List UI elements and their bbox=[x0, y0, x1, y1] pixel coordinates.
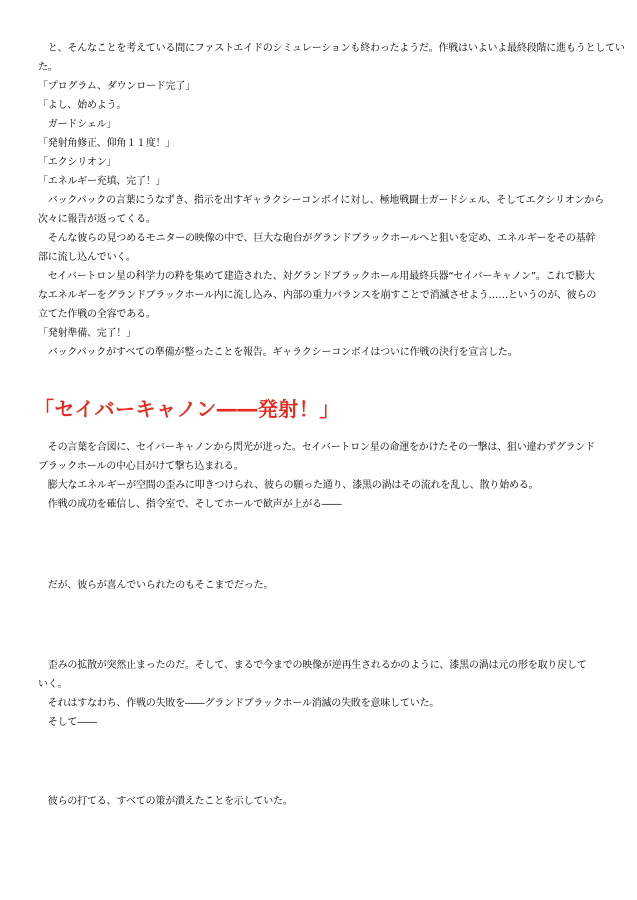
paragraph-line: それはすなわち、作戦の失敗を――グランドブラックホール消滅の失敗を意味していた。 bbox=[38, 698, 440, 709]
paragraph-line: その言葉を合図に、セイバーキャノンから閃光が迸った。セイバートロン星の命運をかけたその一撃は、狙い違わずグランド bbox=[38, 442, 595, 453]
headline-dialogue: 「セイバーキャノン――発射！」 bbox=[34, 397, 340, 421]
paragraph-line: た。 bbox=[38, 62, 58, 73]
dialogue-line: 「よし、始めよう。 bbox=[38, 100, 127, 111]
dialogue-line: ガードシェル」 bbox=[38, 119, 117, 130]
paragraph-line: いく。 bbox=[38, 679, 68, 690]
paragraph-line: 作戦の成功を確信し、指令室で、そしてホールで歓声が上がる―― bbox=[38, 499, 342, 510]
paragraph-line: バックパックの言葉にうなずき、指示を出すギャラクシーコンボイに対し、極地戦闘士ガードシェル、そしてエクシリオンから bbox=[38, 195, 604, 206]
dialogue-line: 「発射角修正、仰角１１度！」 bbox=[38, 138, 176, 149]
paragraph-line: 膨大なエネルギーが空間の歪みに叩きつけられ、彼らの願った通り、漆黒の渦はその流れを乱し、散り始める。 bbox=[38, 480, 539, 491]
paragraph-line: ブラックホールの中心目がけて撃ち込まれる。 bbox=[38, 461, 244, 472]
paragraph-line: と、そんなことを考えている間にファストエイドのシミュレーションも終わったようだ。作戦はいよいよ最終段階に進もうとしてい bbox=[38, 43, 625, 54]
paragraph-line: なエネルギーをグランドブラックホール内に流し込み、内部の重力バランスを崩すことで消滅させよう……というのが、彼らの bbox=[38, 290, 597, 301]
dialogue-line: 「プログラム、ダウンロード完了」 bbox=[38, 81, 195, 92]
dialogue-line: 「発射準備、完了！」 bbox=[38, 328, 136, 339]
paragraph-line: セイバートロン星の科学力の粋を集めて建造された、対グランドブラックホール用最終兵器“セイバーキャノン”。これで膨大 bbox=[38, 271, 595, 282]
paragraph-line: 彼らの打てる、すべての策が潰えたことを示していた。 bbox=[38, 796, 293, 807]
paragraph-line: 立てた作戦の全容である。 bbox=[38, 309, 156, 320]
paragraph-line: 次々に報告が返ってくる。 bbox=[38, 214, 156, 225]
paragraph-line: そして―― bbox=[38, 717, 97, 728]
paragraph-line: そんな彼らの見つめるモニターの映像の中で、巨大な砲台がグランドブラックホールへと狙いを定め、エネルギーをその基幹 bbox=[38, 233, 596, 244]
dialogue-line: 「エネルギー充填、完了！」 bbox=[38, 176, 166, 187]
paragraph-line: バックパックがすべての準備が整ったことを報告。ギャラクシーコンボイはついに作戦の決行を宣言した。 bbox=[38, 347, 518, 358]
dialogue-line: 「エクシリオン」 bbox=[38, 157, 117, 168]
paragraph-line: だが、彼らが喜んでいられたのもそこまでだった。 bbox=[38, 580, 274, 591]
paragraph-line: 部に流し込んでいく。 bbox=[38, 252, 136, 263]
paragraph-line: 歪みの拡散が突然止まったのだ。そして、まるで今までの映像が逆再生されるかのように、漆黒の渦は元の形を取り戻して bbox=[38, 660, 587, 671]
